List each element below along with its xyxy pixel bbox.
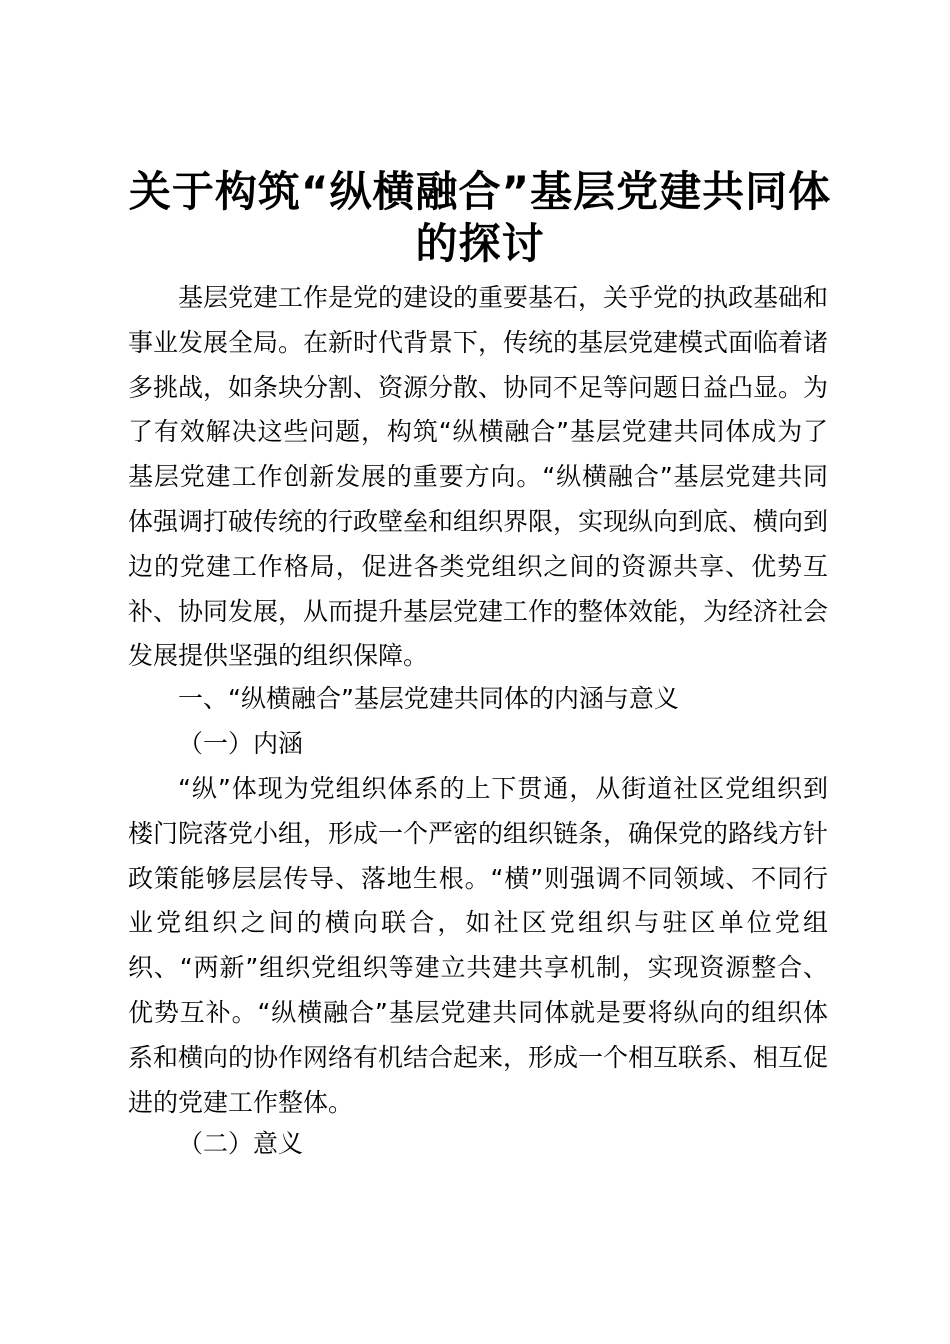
document-title-line-2: 的探讨 bbox=[415, 219, 545, 268]
document-title-line-1: 关于构筑“纵横融合”基层党建共同体 bbox=[128, 167, 832, 216]
connotation-paragraph: “纵”体现为党组织体系的上下贯通，从街道社区党组织到楼门院落党小组，形成一个严密的组织链条，确保党的路线方针政策能够层层传导、落地生根。“横”则强调不同领域、不同行业党组织之间的横向联合，如社区党组织与驻区单位党组织、“两新”组织党组织等建立共建共享机制，实现资源整合、优势互补。“纵横融合”基层党建共同体就是要将纵向的组织体系和横向的协作网络有机结合起来，形成一个相互联系、相互促进的党建工作整体。 bbox=[128, 774, 829, 1117]
subsection-heading-connotation: （一）内涵 bbox=[178, 729, 304, 758]
intro-paragraph: 基层党建工作是党的建设的重要基石，关乎党的执政基础和事业发展全局。在新时代背景下，传统的基层党建模式面临着诸多挑战，如条块分割、资源分散、协同不足等问题日益凸显。为了有效解决这些问题，构筑“纵横融合”基层党建共同体成为了基层党建工作创新发展的重要方向。“纵横融合”基层党建共同体强调打破传统的行政壁垒和组织界限，实现纵向到底、横向到边的党建工作格局，促进各类党组织之间的资源共享、优势互补、协同发展，从而提升基层党建工作的整体效能，为经济社会发展提供坚强的组织保障。 bbox=[128, 283, 829, 671]
section-heading-1: 一、“纵横融合”基层党建共同体的内涵与意义 bbox=[178, 684, 679, 713]
subsection-heading-significance: （二）意义 bbox=[178, 1129, 304, 1158]
